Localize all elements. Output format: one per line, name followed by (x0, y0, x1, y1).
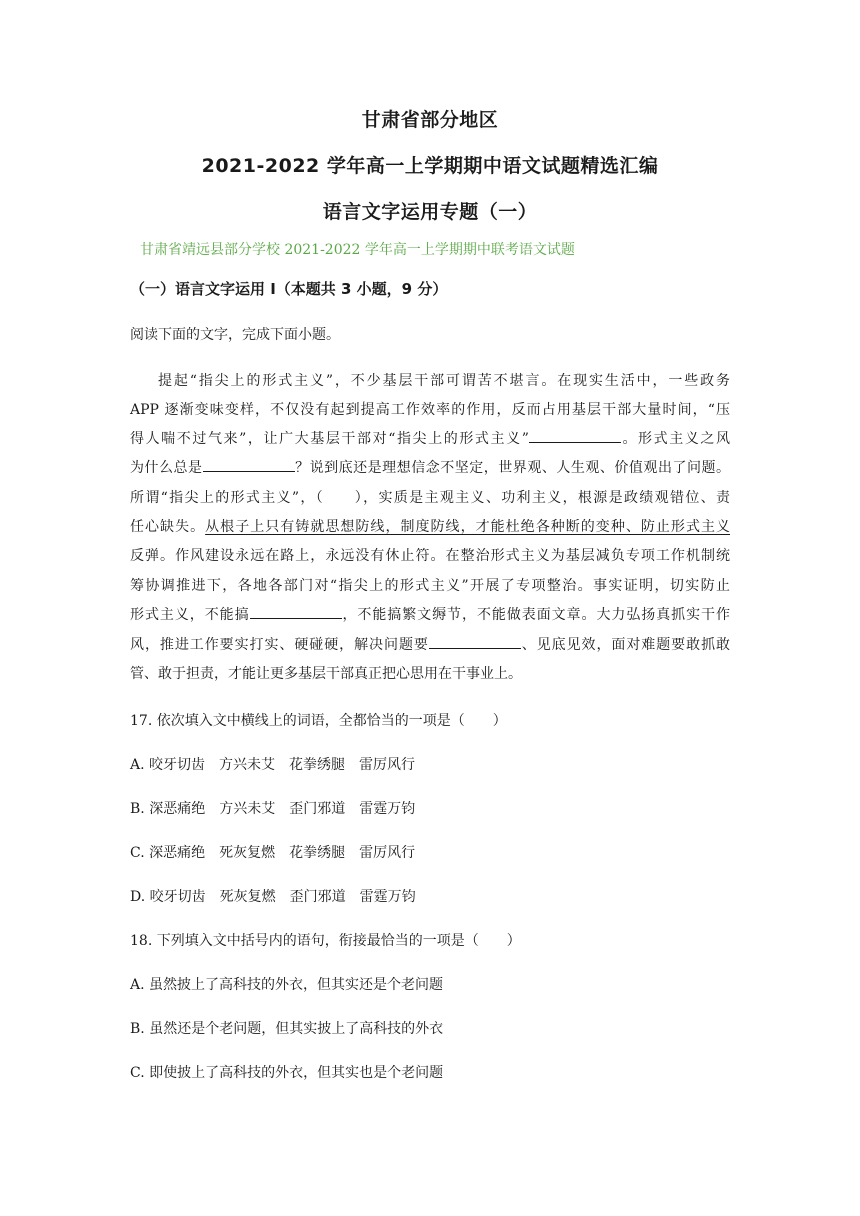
passage-text: 得人喘不过气来”，让广大基层干部对“指尖上的形式主义” (130, 431, 529, 447)
fill-blank-3 (250, 604, 342, 619)
question-17-option-d: D. 咬牙切齿 死灰复燃 歪门邪道 雷霆万钧 (130, 889, 416, 905)
passage-text: 任心缺失。 (130, 519, 206, 535)
document-title-topic: 语言文字运用专题（一） (322, 201, 538, 223)
passage-text: 形式主义，不能搞 (130, 607, 250, 623)
passage-line (130, 634, 730, 654)
question-18-stem: 18. 下列填入文中括号内的语句，衔接最恰当的一项是（ ） (130, 933, 521, 949)
passage-text: ？说到底还是理想信念不坚定，世界观、人生观、价值观出了问题。 (294, 460, 731, 476)
passage-text: 风，推进工作要实打实、硬碰硬，解决问题要 (130, 637, 429, 653)
passage-line: APP 逐渐变味变样，不仅没有起到提高工作效率的作用，反而占用基层干部大量时间，“压 (130, 402, 730, 418)
instruction-text: 阅读下面的文字，完成下面小题。 (130, 327, 340, 343)
fill-blank-4 (429, 634, 521, 649)
question-17-option-b: B. 深恶痛绝 方兴未艾 歪门邪道 雷霆万钧 (130, 801, 416, 817)
question-18-option-a: A. 虽然披上了高科技的外衣，但其实还是个老问题 (130, 977, 444, 993)
question-18-option-c: C. 即使披上了高科技的外衣，但其实也是个老问题 (130, 1065, 444, 1081)
passage-line: 筹协调推进下，各地各部门对“指尖上的形式主义”开展了专项整治。事实证明，切实防止 (130, 578, 730, 594)
fill-blank-2 (203, 457, 295, 472)
passage-line: 反弹。作风建设永远在路上，永远没有休止符。在整治形式主义为基层减负专项工作机制统 (130, 548, 730, 564)
passage-line: 管、敢于担责，才能让更多基层干部真正把心思用在干事业上。 (130, 666, 522, 682)
passage-line: 提起“指尖上的形式主义”，不少基层干部可谓苦不堪言。在现实生活中，一些政务 (158, 373, 730, 389)
question-17-stem: 17. 依次填入文中横线上的词语，全都恰当的一项是（ ） (130, 713, 507, 729)
passage-text: 为什么总是 (130, 460, 203, 476)
passage-line (130, 604, 730, 624)
section-heading: （一）语言文字运用 I（本题共 3 小题，9 分） (130, 280, 448, 298)
source-link[interactable]: 甘肃省靖远县部分学校 2021-2022 学年高一上学期期中联考语文试题 (140, 242, 575, 258)
fill-blank-1 (529, 428, 621, 443)
passage-line: 所谓“指尖上的形式主义”，（ ），实质是主观主义、功利主义，根源是政绩观错位、责 (130, 490, 730, 506)
passage-text: 。形式主义之风 (620, 431, 730, 447)
underlined-sentence: 从根子上只有铸就思想防线，制度防线，才能杜绝各种断的变种、防止形式主义 (205, 519, 731, 535)
document-title-main: 2021-2022 学年高一上学期期中语文试题精选汇编 (201, 155, 659, 177)
question-17-option-a: A. 咬牙切齿 方兴未艾 花拳绣腿 雷厉风行 (130, 757, 416, 773)
passage-text: ，不能搞繁文缛节，不能做表面文章。大力弘扬真抓实干作 (341, 607, 731, 623)
passage-text: 、见底见效，面对难题要敢抓敢 (520, 637, 731, 653)
passage-line (130, 457, 730, 477)
question-18-option-b: B. 虽然还是个老问题，但其实披上了高科技的外衣 (130, 1021, 444, 1037)
document-title-region: 甘肃省部分地区 (361, 109, 499, 131)
question-17-option-c: C. 深恶痛绝 死灰复燃 花拳绣腿 雷厉风行 (130, 845, 416, 861)
passage-line (130, 428, 730, 448)
passage-line (130, 516, 730, 536)
